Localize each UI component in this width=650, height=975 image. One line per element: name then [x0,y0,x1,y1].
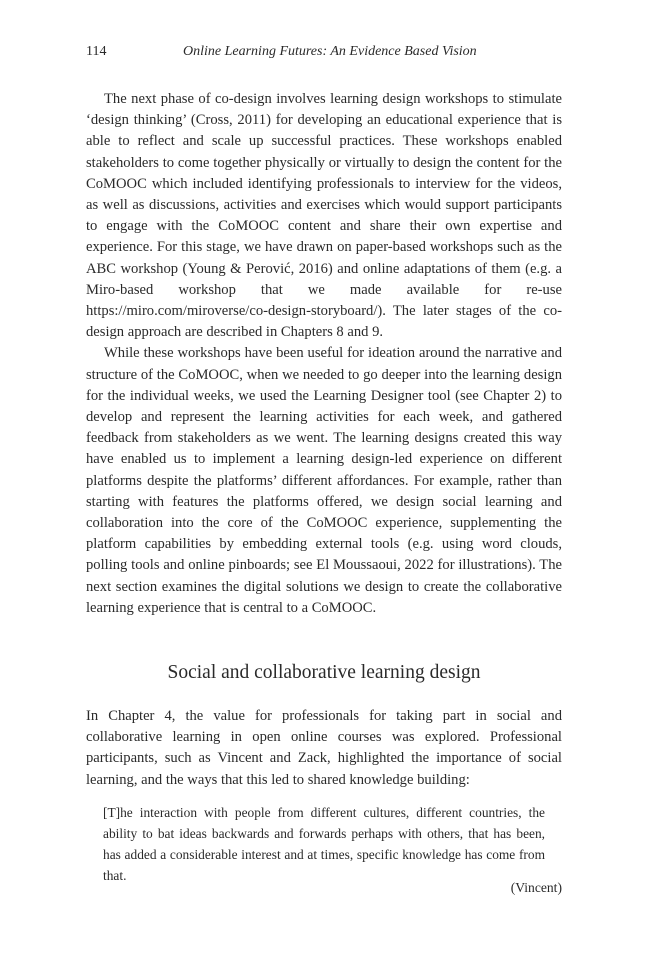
running-header [86,44,564,64]
body-section-2 [86,706,562,791]
page-number: 114 [86,44,107,59]
paragraph-3: In Chapter 4, the value for professionals for taking part in social and collaborative learning in open online courses was explored. Professional participants, such as Vincent and Zack, highlighted the importance of social learning, and the ways that this led to shared knowledge building: [86,708,562,788]
running-title: Online Learning Futures: An Evidence Based Vision [183,44,477,59]
body-section-1 [86,89,562,619]
section-heading: Social and collaborative learning design [167,662,481,683]
paragraph-1: The next phase of co-design involves learning design workshops to stimulate ‘design thinking’ (Cross, 2011) for developing an educational experience that is able to reflect and scale up successful practices. These workshops enabled stakeholders to come together physically or virtually to design the content for the CoMOOC which included identifying professionals to interview for the videos, as well as discussions, activities and exercises which would support participants to engage with the CoMOOC content and share their own expertise and experience. For this stage, we have drawn on paper-based workshops such as the ABC workshop (Young & Perović, 2016) and online adaptations of them (e.g. a Miro-based workshop that we made available for re-use https://miro.com/miroverse/co-design-storyboard/). The later stages of the co-design approach are described in Chapters 8 and 9. [86,91,562,341]
quote-attribution: (Vincent) [510,880,562,895]
block-quote: [T]he interaction with people from different cultures, different countries, the ability to bat ideas backwards and forwards perhaps with others, that has been, has added a considerable interest and at times, specific knowledge has come from that. [103,805,545,883]
paragraph-2: While these workshops have been useful for ideation around the narrative and structure of the CoMOOC, when we needed to go deeper into the learning design for the individual weeks, we used the Learning Designer tool (see Chapter 2) to develop and represent the learning activities for each week, and gathered feedback from stakeholders as we went. The learning designs created this way have enabled us to implement a learning design-led experience on different platforms despite the platforms’ different affordances. For example, rather than starting with features the platforms offered, we design social learning and collaboration into the core of the CoMOOC experience, supplementing the platform capabilities by embedding external tools (e.g. using word clouds, polling tools and online pinboards; see El Moussaoui, 2022 for illustrations). The next section examines the digital solutions we design to create the collaborative learning experience that is central to a CoMOOC. [86,345,562,616]
